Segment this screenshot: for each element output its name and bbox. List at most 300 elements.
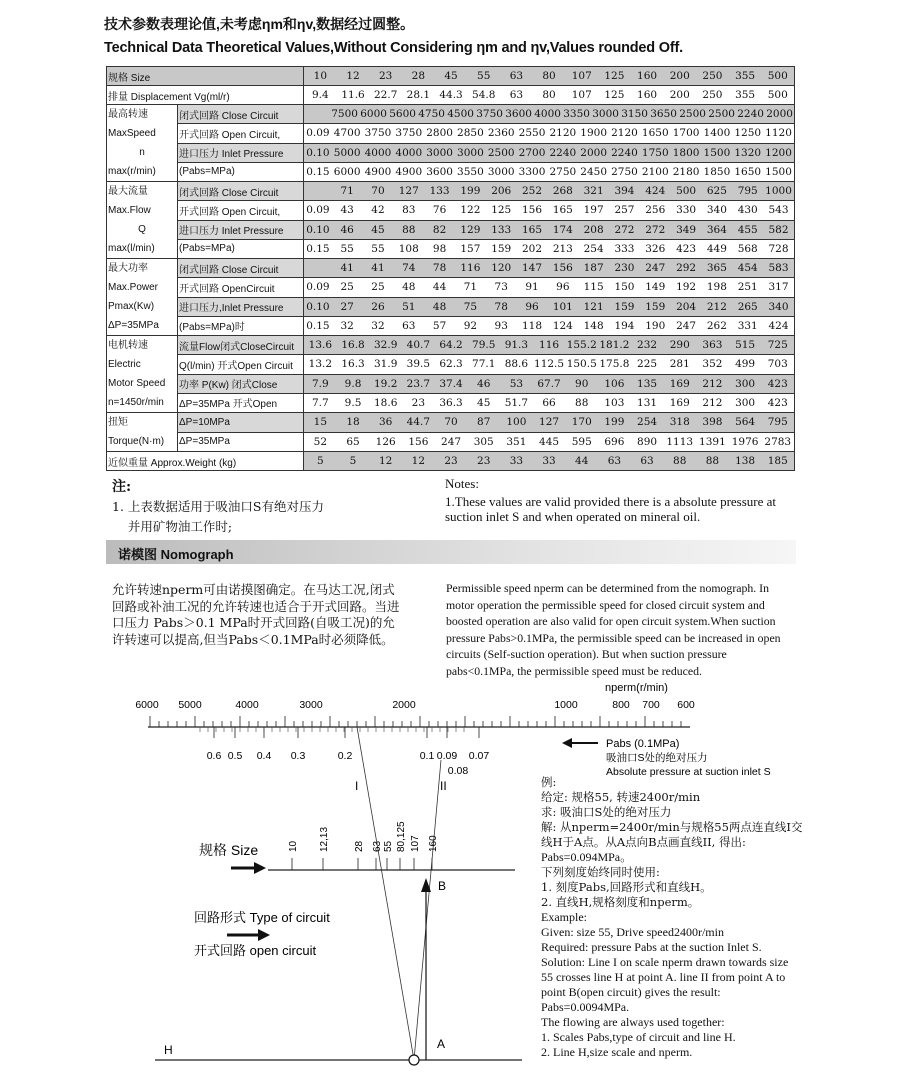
table-value: 5 <box>349 455 357 467</box>
table-value: 44 <box>432 281 447 294</box>
table-value: 365 <box>706 262 727 275</box>
table-value: 2240 <box>737 108 764 121</box>
table-value: 33 <box>509 455 524 467</box>
torque-sub-label: ΔP=10MPa <box>178 413 304 433</box>
point-A-marker <box>409 1055 419 1065</box>
table-value: 281 <box>669 358 690 371</box>
table-value: 3000 <box>457 146 484 159</box>
table-value: 26 <box>371 300 385 313</box>
table-value: 51 <box>402 300 416 313</box>
power-label-line: Pmax(Kw) <box>108 301 155 312</box>
table-value: 1120 <box>765 127 792 140</box>
speed-label: 5000 <box>178 699 202 711</box>
speed-sub-label: 闭式回路 Close Circuit <box>178 105 304 124</box>
table-value: 595 <box>571 435 592 448</box>
table-value: 170 <box>571 416 592 429</box>
example-line: Example: <box>541 910 587 924</box>
table-value: 44.7 <box>406 416 431 429</box>
motor-label-line: Motor Speed <box>108 378 166 389</box>
example-line: 求: 吸油口S处的绝对压力 <box>541 805 672 819</box>
table-value: 181.2 <box>599 339 630 352</box>
line-I-label: I <box>355 779 359 793</box>
table-value: 41 <box>340 262 354 275</box>
table-value: 363 <box>702 339 723 352</box>
table-value: 696 <box>604 435 625 448</box>
flow-sub-label: (Pabs=MPa) <box>178 239 304 258</box>
example-line: 下列刻度始终同时使用: <box>541 865 660 879</box>
table-value: 265 <box>737 300 758 313</box>
table-value: 230 <box>614 262 635 275</box>
size-tick-label: 55 <box>383 840 394 852</box>
example-line: 解: 从nperm=2400r/min与规格55两点连直线I交 <box>541 820 803 834</box>
table-value: 2500 <box>708 108 735 121</box>
table-value: 272 <box>614 223 635 236</box>
table-value: 500 <box>767 70 788 82</box>
table-value: 11.6 <box>341 89 365 101</box>
notes-en-heading: Notes: <box>445 476 479 491</box>
motor-label-line: Electric <box>108 359 141 370</box>
speed-sub-label: (Pabs=MPa) <box>178 162 304 181</box>
example-line: The flowing are always used together: <box>541 1015 725 1029</box>
table-value: 13.6 <box>308 339 333 352</box>
table-value: 247 <box>676 319 697 332</box>
table-value: 93 <box>494 319 508 332</box>
table-value: 251 <box>737 281 758 294</box>
inlet-pressure-value: 0.15 <box>306 242 330 255</box>
table-value: 74 <box>402 262 416 275</box>
table-value: 543 <box>768 204 789 217</box>
table-value: 728 <box>768 242 789 255</box>
table-value: 1850 <box>703 165 731 178</box>
table-value: 200 <box>669 70 690 82</box>
table-value: 108 <box>398 242 419 255</box>
pabs-scale-labels <box>207 750 490 777</box>
table-value: 45 <box>477 396 491 409</box>
table-value: 2850 <box>457 127 484 140</box>
table-value: 6000 <box>333 165 361 178</box>
table-value: 165 <box>522 223 543 236</box>
table-value: 703 <box>767 358 788 371</box>
table-value: 160 <box>637 70 658 82</box>
table-value: 454 <box>737 262 758 275</box>
example-line: Required: pressure Pabs at the suction Inlet S. <box>541 940 762 954</box>
table-value: 2120 <box>611 127 638 140</box>
table-value: 250 <box>702 89 723 101</box>
table-value: 2450 <box>580 165 608 178</box>
line-I <box>357 727 414 1060</box>
table-value: 268 <box>552 185 573 198</box>
table-value: 321 <box>583 185 604 198</box>
table-value: 204 <box>676 300 697 313</box>
size-scale-label: 规格 Size <box>199 842 259 858</box>
table-value: 18.6 <box>374 396 398 409</box>
table-value: 257 <box>614 204 635 217</box>
pabs-label: 0.3 <box>290 750 306 762</box>
table-value: 4500 <box>447 108 474 121</box>
table-value: 32 <box>340 319 354 332</box>
power-label-line: 最大功率 <box>108 263 148 274</box>
speed-sub-label: 开式回路 Open Circuit, <box>178 124 304 143</box>
table-value: 424 <box>768 319 789 332</box>
power-sub-label: 闭式回路 Close Circuit <box>178 259 304 278</box>
table-value: 2180 <box>672 165 700 178</box>
table-value: 83 <box>402 204 416 217</box>
table-value: 116 <box>460 262 481 275</box>
table-value: 115 <box>583 281 604 294</box>
table-value: 500 <box>676 185 697 198</box>
table-value: 88 <box>705 455 720 467</box>
title-english: Technical Data Theoretical Values,Without Considering ηm and ηv,Values rounded Off. <box>104 40 683 56</box>
table-value: 96 <box>525 300 539 313</box>
table-value: 1976 <box>731 435 759 448</box>
power-sub-label: (Pabs=MPa)时 <box>178 316 304 335</box>
table-value: 45 <box>371 223 385 236</box>
table-value: 3600 <box>505 108 532 121</box>
table-value: 77.1 <box>472 358 496 371</box>
table-value: 75 <box>463 300 478 313</box>
table-value: 45 <box>444 70 458 82</box>
table-value: 2240 <box>549 146 577 159</box>
table-value: 23 <box>411 396 426 409</box>
table-value: 394 <box>614 185 635 198</box>
power-label-line: Max.Power <box>108 282 159 293</box>
size-tick-label: 80,125 <box>396 821 407 852</box>
table-value: 2240 <box>611 146 638 159</box>
table-value: 79.5 <box>472 339 496 352</box>
table-value: 23 <box>477 455 491 467</box>
table-value: 305 <box>473 435 494 448</box>
table-value: 445 <box>539 435 560 448</box>
table-value: 80 <box>542 70 556 82</box>
motor-sub-label: 功率 P(Kw) 闭式Close <box>178 374 304 393</box>
example-line: Pabs=0.094MPa。 <box>541 850 633 864</box>
speed-scale-labels <box>135 699 695 711</box>
table-value: 455 <box>737 223 758 236</box>
table-value: 2550 <box>518 127 546 140</box>
table-value: 1650 <box>641 127 669 140</box>
table-value: 582 <box>768 223 789 236</box>
flow-label-line: Max.Flow <box>108 205 151 216</box>
table-value: 44 <box>575 455 589 467</box>
table-value: 3750 <box>364 127 392 140</box>
table-value: 138 <box>735 455 756 467</box>
flow-label-line: 最大流量 <box>108 186 148 197</box>
table-value: 349 <box>676 223 697 236</box>
speed-label: 4000 <box>235 699 259 711</box>
pabs-scale-ticks <box>200 727 479 738</box>
inlet-pressure-value: 0.10 <box>306 223 330 236</box>
table-value: 160 <box>637 89 658 101</box>
table-value: 199 <box>604 416 625 429</box>
torque-label-line: 扭矩 <box>108 417 128 428</box>
table-value: 3650 <box>650 108 677 121</box>
title-chinese: 技术参数表理论值,未考虑ηm和ηv,数据经过圆整。 <box>104 16 415 32</box>
inlet-pressure-value: 0.15 <box>306 165 330 178</box>
table-value: 44.3 <box>439 89 463 101</box>
table-value: 55 <box>371 242 385 255</box>
table-value: 4000 <box>395 146 423 159</box>
table-value: 398 <box>702 416 723 429</box>
table-value: 2750 <box>549 165 577 178</box>
pabs-label: 0.07 <box>468 750 490 762</box>
speed-label: 2000 <box>392 699 416 711</box>
example-line: Given: size 55, Drive speed2400r/min <box>541 925 724 939</box>
table-value: 1700 <box>672 127 700 140</box>
speed-label-line: n <box>139 147 145 158</box>
notes-cn-line1: 1. 上表数据适用于吸油口S有绝对压力 <box>112 499 324 514</box>
table-value: 16.3 <box>341 358 365 371</box>
example-line: Pabs=0.0094MPa. <box>541 1000 630 1014</box>
pabs-label: 0.5 <box>227 750 243 762</box>
torque-label-line: Torque(N·m) <box>108 436 165 447</box>
table-value: 5600 <box>389 108 416 121</box>
table-value: 5000 <box>333 146 361 159</box>
table-value: 135 <box>637 377 658 390</box>
table-value: 42 <box>371 204 385 217</box>
table-value: 292 <box>676 262 697 275</box>
table-value: 1400 <box>703 127 731 140</box>
table-value: 148 <box>583 319 604 332</box>
table-value: 4750 <box>418 108 445 121</box>
speed-sub-label: 进口压力 Inlet Pressure <box>178 143 304 162</box>
table-value: 125 <box>604 89 625 101</box>
table-value: 88 <box>575 396 589 409</box>
table-value: 2000 <box>766 108 793 121</box>
flow-sub-label: 开式回路 Open Circuit, <box>178 201 304 220</box>
table-value: 65 <box>346 435 360 448</box>
table-value: 333 <box>614 242 635 255</box>
pabs-label-2: 吸油口S处的绝对压力 <box>606 752 708 764</box>
table-value: 76 <box>432 204 447 217</box>
table-value: 124 <box>552 319 573 332</box>
table-value: 3750 <box>476 108 503 121</box>
table-value: 64.2 <box>439 339 463 352</box>
table-value: 156 <box>552 262 573 275</box>
inlet-pressure-value: 0.15 <box>306 319 330 332</box>
example-line: 给定: 规格55, 转速2400r/min <box>541 790 701 804</box>
table-value: 175.8 <box>599 358 630 371</box>
nperm-label: nperm(r/min) <box>605 682 668 694</box>
table-value: 355 <box>735 70 756 82</box>
table-value: 121 <box>583 300 604 313</box>
table-value: 3600 <box>426 165 453 178</box>
table-value: 16.8 <box>341 339 365 352</box>
example-line: 1. Scales Pabs,type of circuit and line H. <box>541 1030 736 1044</box>
inlet-pressure-value: 0.09 <box>306 127 330 140</box>
table-value: 500 <box>767 89 788 101</box>
table-value: 190 <box>645 319 666 332</box>
circuit-type-label: 回路形式 Type of circuit <box>194 910 330 925</box>
table-value: 150.5 <box>566 358 597 371</box>
table-value: 247 <box>645 262 666 275</box>
table-value: 3750 <box>395 127 423 140</box>
table-value: 156 <box>408 435 429 448</box>
table-value: 2000 <box>580 146 608 159</box>
table-value: 9.8 <box>344 377 362 390</box>
table-value: 63 <box>640 455 654 467</box>
table-value: 194 <box>614 319 635 332</box>
table-value: 157 <box>460 242 481 255</box>
table-value: 32.9 <box>374 339 398 352</box>
table-value: 118 <box>522 319 543 332</box>
speed-scale-ticks <box>150 716 681 727</box>
table-value: 101 <box>552 300 573 313</box>
table-value: 499 <box>735 358 756 371</box>
table-value: 66 <box>542 396 556 409</box>
table-value: 12 <box>379 455 393 467</box>
table-value: 13.2 <box>308 358 333 371</box>
table-value: 3000 <box>426 146 453 159</box>
motor-sub-label: 流量Flow闭式CloseCircuit <box>178 336 304 355</box>
table-value: 187 <box>583 262 604 275</box>
table-value: 300 <box>735 377 756 390</box>
table-value: 424 <box>645 185 666 198</box>
table-value: 4900 <box>364 165 392 178</box>
table-value: 54.8 <box>472 89 496 101</box>
table-value: 46 <box>340 223 354 236</box>
table-value: 197 <box>583 204 604 217</box>
table-value: 3300 <box>518 165 546 178</box>
table-value: 159 <box>645 300 666 313</box>
table-value: 88 <box>673 455 687 467</box>
table-value: 300 <box>735 396 756 409</box>
point-A-label: A <box>437 1037 446 1051</box>
table-value: 272 <box>645 223 666 236</box>
pabs-label: 0.09 <box>436 750 458 762</box>
table-value: 2700 <box>518 146 546 159</box>
table-value: 262 <box>706 319 727 332</box>
table-value: 6000 <box>360 108 387 121</box>
inlet-pressure-value: 0.10 <box>306 146 330 159</box>
table-value: 52 <box>313 435 328 448</box>
table-value: 78 <box>494 300 508 313</box>
table-value: 185 <box>767 455 788 467</box>
table-value: 87 <box>477 416 491 429</box>
table-value: 88 <box>402 223 416 236</box>
table-value: 2360 <box>487 127 515 140</box>
table-value: 4900 <box>395 165 423 178</box>
table-value: 254 <box>583 242 604 255</box>
table-value: 725 <box>767 339 788 352</box>
line-II <box>414 760 441 1060</box>
pabs-label: 0.4 <box>256 750 272 762</box>
table-value: 318 <box>669 416 690 429</box>
table-value: 198 <box>706 281 727 294</box>
table-value: 169 <box>669 377 690 390</box>
table-value: 96 <box>556 281 570 294</box>
table-value: 91 <box>525 281 539 294</box>
table-value: 51.7 <box>504 396 529 409</box>
table-value: 2750 <box>611 165 638 178</box>
table-value: 127 <box>539 416 560 429</box>
table-value: 80 <box>542 89 556 101</box>
table-value: 103 <box>604 396 625 409</box>
table-value: 9.4 <box>312 89 329 101</box>
table-value: 213 <box>552 242 573 255</box>
table-value: 3150 <box>621 108 648 121</box>
table-value: 67.7 <box>537 377 561 390</box>
table-value: 340 <box>768 300 789 313</box>
table-value: 202 <box>522 242 543 255</box>
size-tick-label: 107 <box>410 835 421 852</box>
table-value: 107 <box>571 89 592 101</box>
table-value: 116 <box>539 339 560 352</box>
table-value: 78 <box>432 262 447 275</box>
table-value: 256 <box>645 204 666 217</box>
table-value: 1320 <box>734 146 762 159</box>
pabs-label-3: Absolute pressure at suction inlet S <box>606 766 771 778</box>
table-value: 82 <box>432 223 447 236</box>
table-value: 88.6 <box>504 358 529 371</box>
table-value: 3000 <box>592 108 619 121</box>
table-value: 122 <box>460 204 481 217</box>
example-line: 55 crosses line H at point A. line II from point A to <box>541 970 786 984</box>
table-value: 18 <box>346 416 360 429</box>
table-value: 37.4 <box>439 377 463 390</box>
table-value: 795 <box>767 416 788 429</box>
inlet-pressure-value: 0.09 <box>306 204 330 217</box>
table-value: 3000 <box>487 165 515 178</box>
table-value: 156 <box>522 204 543 217</box>
table-value: 23 <box>379 70 393 82</box>
table-value: 36.3 <box>439 396 463 409</box>
table-value: 43 <box>340 204 354 217</box>
motor-sub-label: Q(l/min) 开式Open Circuit <box>178 355 304 374</box>
flow-label-line: Q <box>138 224 146 235</box>
table-value: 55 <box>477 70 491 82</box>
table-value: 125 <box>491 204 512 217</box>
table-value: 174 <box>552 223 573 236</box>
table-value: 9.5 <box>344 396 362 409</box>
table-value: 247 <box>441 435 462 448</box>
table-value: 2783 <box>764 435 792 448</box>
example-line: 2. 直线H,规格刻度和nperm。 <box>541 895 700 909</box>
table-value: 28 <box>411 70 426 82</box>
size-tick-label: 10 <box>288 840 299 852</box>
speed-label-line: MaxSpeed <box>108 128 156 139</box>
pabs-label: 0.2 <box>337 750 353 762</box>
table-value: 364 <box>706 223 727 236</box>
inlet-pressure-value: 0.10 <box>306 300 330 313</box>
point-H-label: H <box>164 1043 173 1057</box>
table-value: 120 <box>491 262 512 275</box>
point-B-label: B <box>438 879 447 893</box>
line-II-label: II <box>440 779 447 793</box>
table-value: 206 <box>491 185 512 198</box>
table-value: 212 <box>702 396 723 409</box>
speed-label-line: 最高转速 <box>108 109 148 120</box>
table-value: 7.7 <box>312 396 329 409</box>
table-value: 55 <box>340 242 354 255</box>
table-value: 63 <box>509 70 524 82</box>
table-value: 225 <box>637 358 658 371</box>
table-value: 3350 <box>563 108 590 121</box>
table-value: 48 <box>402 281 416 294</box>
table-value: 25 <box>340 281 354 294</box>
table-value: 423 <box>676 242 697 255</box>
table-value: 351 <box>506 435 527 448</box>
table-value: 106 <box>604 377 625 390</box>
table-value: 28.1 <box>406 89 431 101</box>
table-value: 131 <box>637 396 658 409</box>
table-value: 1800 <box>672 146 700 159</box>
table-value: 63 <box>509 89 524 101</box>
example-line: 例: <box>541 775 557 789</box>
size-tick-label: 28 <box>354 840 365 852</box>
table-value: 1250 <box>734 127 762 140</box>
power-sub-label: 开式回路 OpenCircuit <box>178 278 304 297</box>
power-sub-label: 进口压力,Inlet Pressure <box>178 297 304 316</box>
